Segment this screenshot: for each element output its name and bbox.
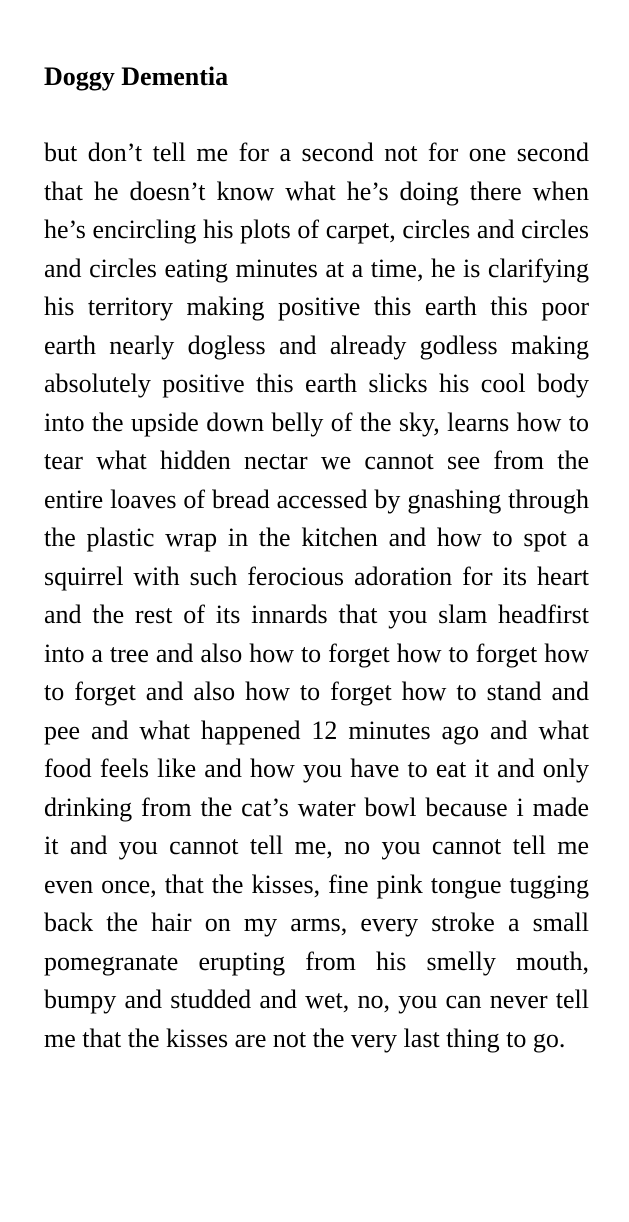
- poem-body: but don’t tell me for a second not for one second that he doesn’t know what he’s doing there when he’s encircling his plots of carpet, circles and circles and circles eating minutes at a time, he is clarifying his territory making positive this earth this poor earth nearly dogless and already godless making absolutely positive this earth slicks his cool body into the upside down belly of the sky, learns how to tear what hidden nectar we cannot see from the entire loaves of bread accessed by gnashing through the plastic wrap in the kitchen and how to spot a squirrel with such ferocious adoration for its heart and the rest of its innards that you slam headfirst into a tree and also how to forget how to forget how to forget and also how to forget how to stand and pee and what happened 12 minutes ago and what food feels like and how you have to eat it and only drinking from the cat’s water bowl because i made it and you cannot tell me, no you cannot tell me even once, that the kisses, fine pink tongue tugging back the hair on my arms, every stroke a small pomegranate erupting from his smelly mouth, bumpy and studded and wet, no, you can never tell me that the kisses are not the very last thing to go.: [44, 138, 589, 1053]
- poem-page: [44, 60, 589, 1058]
- poem-title: Doggy Dementia: [44, 62, 229, 91]
